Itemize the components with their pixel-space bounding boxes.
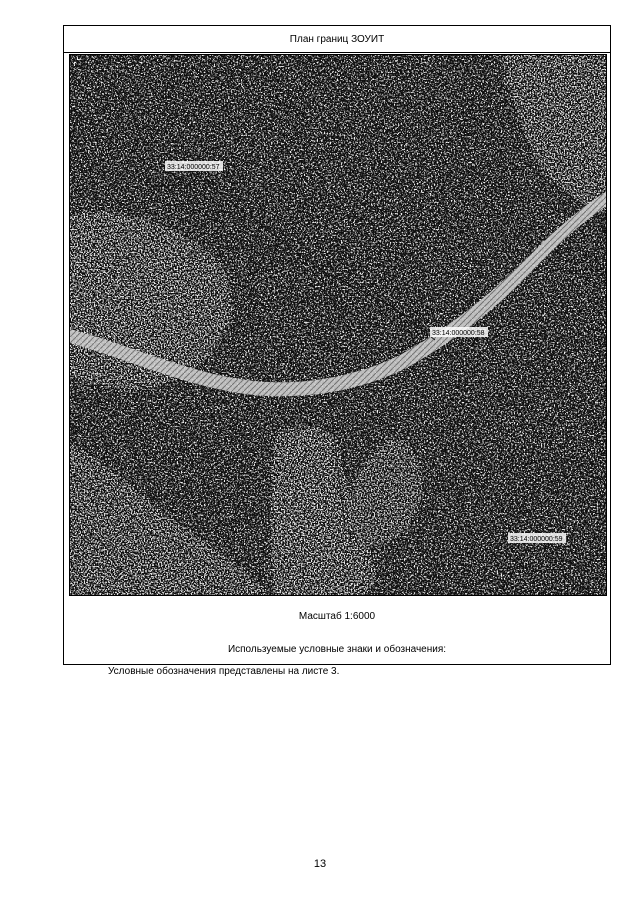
legend-note: Условные обозначения представлены на листе 3. [108, 666, 340, 677]
map-imagery [70, 55, 607, 596]
map-scale: Масштаб 1:6000 [298, 611, 376, 622]
cadastral-label: 33:14:000000:58 [432, 330, 485, 337]
page-number: 13 [313, 858, 327, 870]
legend-heading: Используемые условные знаки и обозначения: [227, 644, 447, 655]
cadastral-label: 33:14:000000:59 [510, 536, 563, 543]
map-title: План границ ЗОУИТ [64, 26, 610, 53]
satellite-map[interactable] [69, 54, 607, 596]
cadastral-label: 33:14:000000:57 [167, 164, 220, 171]
map-frame [63, 25, 611, 677]
